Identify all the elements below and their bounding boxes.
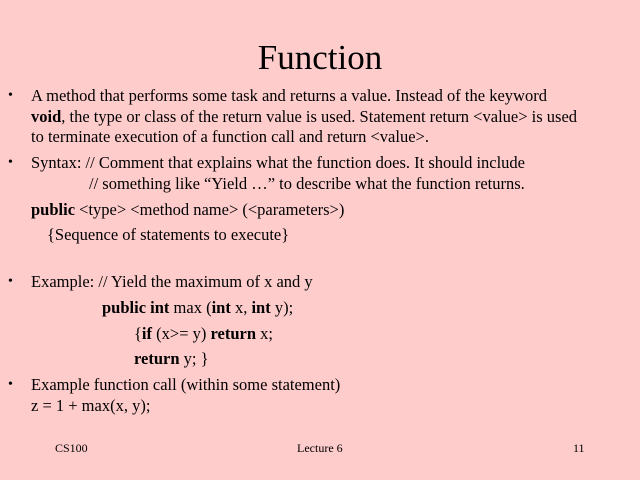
code-line: {if (x>= y) return x; (134, 324, 273, 343)
code-line: public int max (int x, int y); (102, 298, 294, 317)
bullet-text-line: // something like “Yield …” to describe what the function returns. (89, 174, 525, 193)
page-number: 11 (573, 441, 585, 455)
code-line: return y; } (134, 349, 209, 368)
bullet-text-line: to terminate execution of a function call and return <value>. (31, 127, 429, 146)
footer-lecture: Lecture 6 (297, 441, 343, 455)
bullet-marker: • (8, 274, 13, 289)
bullet-marker: • (8, 377, 13, 392)
slide-title: Function (257, 38, 383, 77)
bullet-text-line: A method that performs some task and returns a value. Instead of the keyword (31, 86, 547, 105)
code-line: {Sequence of statements to execute} (47, 225, 290, 244)
code-line: z = 1 + max(x, y); (31, 396, 151, 415)
code-line: public <type> <method name> (<parameters>) (31, 200, 345, 219)
bullet-text-line: void, the type or class of the return value is used. Statement return <value> is used (31, 107, 578, 126)
footer-course: CS100 (55, 441, 88, 455)
bullet-text-line: Example: // Yield the maximum of x and y (31, 272, 313, 291)
bullet-marker: • (8, 155, 13, 170)
bullet-text-line: Example function call (within some statement) (31, 375, 341, 394)
bullet-marker: • (8, 88, 13, 103)
bullet-text-line: Syntax: // Comment that explains what the function does. It should include (31, 153, 526, 172)
